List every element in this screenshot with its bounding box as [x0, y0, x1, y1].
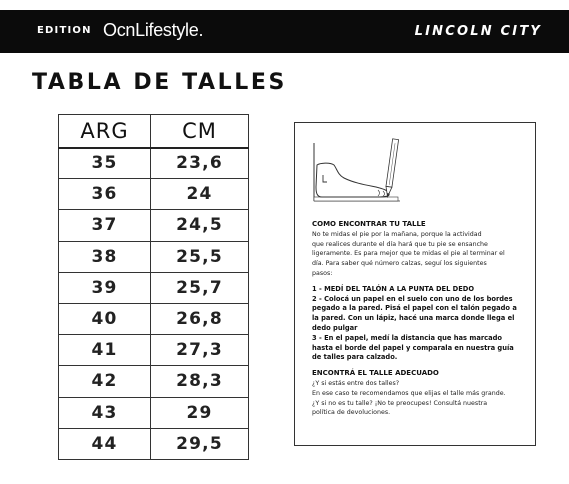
table-row [59, 241, 249, 272]
cell-cm: 28,3 [151, 366, 249, 397]
cell-arg: 35 [59, 148, 151, 179]
guide-outro-line: ¿Y si no es tu talle? ¡No te preocupes! Consultá nuestra [312, 399, 488, 407]
guide-step-line: la pared. Con un lápiz, hacé una marca donde llega el [312, 314, 515, 323]
guide-step-line: dedo pulgar [312, 323, 358, 332]
table-row [59, 397, 249, 428]
size-table [58, 114, 249, 460]
cell-cm: 25,5 [151, 241, 249, 272]
table-row [59, 272, 249, 303]
guide-step-line: hasta el borde del papel y comparala en nuestra guía [312, 343, 514, 352]
table-header-row [59, 115, 249, 148]
table-row [59, 303, 249, 334]
guide-step-line: 3 - En el papel, medí la distancia que has marcado [312, 333, 502, 342]
edition-label: EDITION [37, 25, 92, 36]
cell-arg: 43 [59, 397, 151, 428]
guide-heading-find: COMO ENCONTRAR TU TALLE [312, 220, 426, 228]
cell-arg: 41 [59, 335, 151, 366]
cell-arg: 36 [59, 179, 151, 210]
cell-arg: 42 [59, 366, 151, 397]
table-row [59, 428, 249, 459]
column-header-cm: CM [151, 115, 249, 148]
table-row [59, 210, 249, 241]
guide-intro-line: que realices durante el día hará que tu pie se ensanche [312, 240, 488, 248]
cell-cm: 23,6 [151, 148, 249, 179]
cell-cm: 29,5 [151, 428, 249, 459]
table-row [59, 148, 249, 179]
cell-cm: 25,7 [151, 272, 249, 303]
cell-arg: 39 [59, 272, 151, 303]
guide-step-line: de talles para calzado. [312, 353, 398, 362]
guide-step-line: 1 - MEDÍ DEL TALÓN A LA PUNTA DEL DEDO [312, 284, 475, 293]
cell-cm: 26,8 [151, 303, 249, 334]
city-label: LINCOLN CITY [414, 24, 542, 39]
guide-outro-line: política de devoluciones. [312, 409, 391, 417]
cell-cm: 29 [151, 397, 249, 428]
guide-intro-line: pasos: [312, 269, 333, 277]
page-title: TABLA DE TALLES [32, 70, 287, 95]
cell-arg: 38 [59, 241, 151, 272]
cell-arg: 44 [59, 428, 151, 459]
foot-measure-icon [308, 135, 408, 213]
guide-intro-line: día. Para saber qué número calzas, seguí los siguientes [312, 260, 487, 268]
guide-intro-line: No te midas el pie por la mañana, porque la actividad [312, 230, 482, 238]
cell-arg: 37 [59, 210, 151, 241]
guide-outro-line: En ese caso te recomendamos que elijas el talle más grande. [312, 389, 506, 397]
column-header-arg: ARG [59, 115, 151, 148]
table-row [59, 366, 249, 397]
cell-arg: 40 [59, 303, 151, 334]
brand-logo[interactable]: OcnLifestyle. [103, 20, 204, 40]
guide-heading-fit: ENCONTRÁ EL TALLE ADECUADO [312, 369, 439, 378]
guide-intro-line: ligeramente. Es para mejor que te midas el pie al terminar el [312, 250, 505, 258]
cell-cm: 27,3 [151, 335, 249, 366]
size-guide-box [294, 122, 536, 446]
cell-cm: 24 [151, 179, 249, 210]
guide-text [312, 220, 527, 418]
header-bar [0, 10, 569, 53]
guide-step-line: 2 - Colocá un papel en el suelo con uno de los bordes [312, 294, 513, 303]
table-row [59, 179, 249, 210]
guide-outro-line: ¿Y si estás entre dos talles? [312, 379, 400, 387]
table-row [59, 335, 249, 366]
cell-cm: 24,5 [151, 210, 249, 241]
guide-step-line: pegado a la pared. Pisá el papel con el talón pegado a [312, 304, 517, 313]
